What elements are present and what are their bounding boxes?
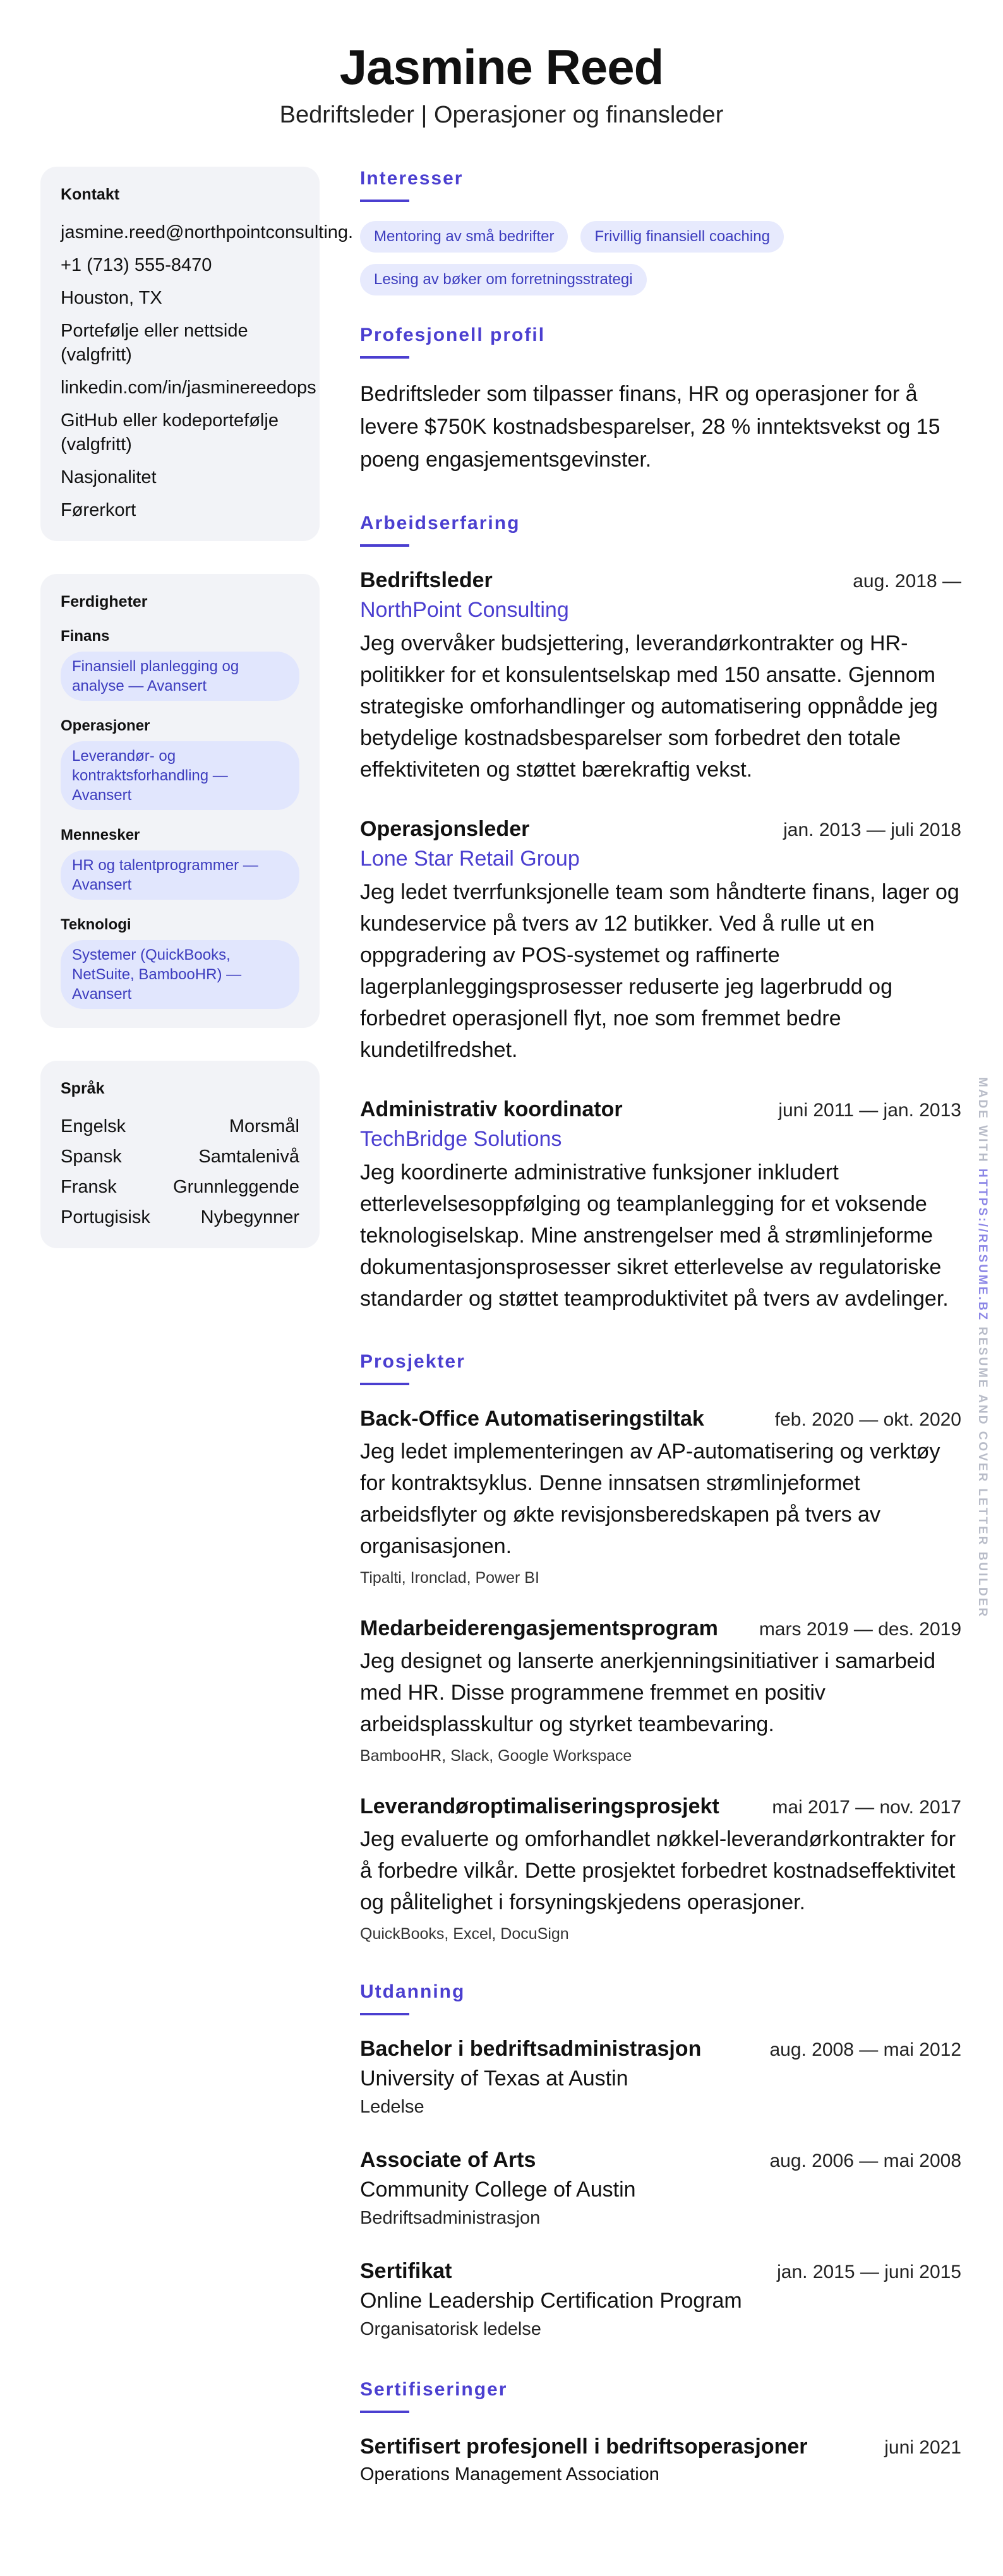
- watermark-prefix: MADE WITH: [976, 1077, 989, 1164]
- language-name: Spansk: [61, 1147, 122, 1167]
- project-date: mars 2019 — des. 2019: [759, 1619, 961, 1640]
- section-title: Profesjonell profil: [360, 325, 546, 345]
- project-description: Jeg ledet implementeringen av AP-automatisering og verktøy for kontraktsyklus. Denne innsatsen strømlinjeformet arbeidsflyter og økte revisjonsberedskapen på tvers av organisasjonen.: [360, 1440, 940, 1558]
- section-divider: [360, 544, 409, 547]
- skill-pill: Leverandør- og kontraktsforhandling — Avansert: [61, 741, 299, 810]
- contact-phone: +1 (713) 555-8470: [61, 255, 212, 275]
- language-name: Portugisisk: [61, 1207, 150, 1227]
- project-entry: [360, 1792, 961, 1945]
- job-description: Jeg ledet tverrfunksjonelle team som håndterte finans, lager og kundeservice på tvers av 12 butikker. Ved å rulle ut en oppgradering av POS-systemet og raffinerte lagerplanleggingsprosesser reduserte jeg lagerbrudd og forbedret operasjonell flyt, noe som fremmet bedre kundetilfredshet.: [360, 880, 959, 1062]
- skill-pill: Finansiell planlegging og analyse — Avansert: [61, 652, 299, 701]
- interest-tag: Mentoring av små bedrifter: [360, 221, 568, 253]
- job-description: Jeg koordinerte administrative funksjoner inkludert etterlevelsesoppfølging og teamplanlegging for et voksende teknologiselskap. Mine anstrengelser med å strømlinjeforme dokumentasjonsprosesser sikret etterlevelse av regulatoriske standarder og støttet teamproduktivitet på tvers av avdelinger.: [360, 1160, 949, 1311]
- education-entry: [360, 2145, 961, 2231]
- languages-card: [40, 1061, 320, 1248]
- job-title: Administrativ koordinator: [360, 1097, 623, 1121]
- job-title: Operasjonsleder: [360, 817, 530, 841]
- job-description: Jeg overvåker budsjettering, leverandørkontrakter og HR-politikker for et konsulentselskap med 150 ansatte. Gjennom strategiske omforhandlinger og automatisering oppnådde jeg betydelige kostnadsbesparelser som forbedret den totale effektiviteten og støttet bærekraftig vekst.: [360, 631, 938, 782]
- contact-title: Kontakt: [61, 186, 120, 203]
- job-date: juni 2011 — jan. 2013: [778, 1100, 961, 1121]
- contact-linkedin[interactable]: linkedin.com/in/jasminereedops: [61, 378, 316, 398]
- school-name: University of Texas at Austin: [360, 2066, 628, 2090]
- job-date: aug. 2018 —: [853, 571, 961, 592]
- section-title: Sertifiseringer: [360, 2379, 508, 2400]
- school-name: Community College of Austin: [360, 2178, 636, 2202]
- company-name: TechBridge Solutions: [360, 1127, 562, 1151]
- project-name: Leverandøroptimaliseringsprosjekt: [360, 1794, 719, 1818]
- resume-header: [0, 37, 1003, 131]
- project-description: Jeg evaluerte og omforhandlet nøkkel-leverandørkontrakter for å forbedre vilkår. Dette prosjektet forbedret kostnadseffektivitet og pålitelighet i forsyningskjedens operasjoner.: [360, 1827, 956, 1914]
- interests-section: [360, 167, 961, 295]
- education-entry: [360, 2034, 961, 2120]
- education-date: aug. 2008 — mai 2012: [769, 2039, 961, 2060]
- contact-location: Houston, TX: [61, 288, 162, 308]
- certification-name: Sertifisert profesjonell i bedriftsoperasjoner: [360, 2435, 808, 2459]
- language-level: Nybegynner: [200, 1207, 299, 1227]
- candidate-subtitle: Bedriftsleder | Operasjoner og finansleder: [279, 102, 724, 128]
- project-name: Back-Office Automatiseringstiltak: [360, 1407, 704, 1431]
- contact-license: Førerkort: [61, 500, 136, 520]
- experience-entry: [360, 566, 961, 785]
- main-column: [360, 167, 961, 2488]
- project-tech: QuickBooks, Excel, DocuSign: [360, 1925, 569, 1943]
- project-entry: [360, 1614, 961, 1767]
- school-name: Online Leadership Certification Program: [360, 2289, 742, 2313]
- experience-entry: [360, 1095, 961, 1315]
- project-date: mai 2017 — nov. 2017: [772, 1797, 961, 1818]
- education-date: aug. 2006 — mai 2008: [769, 2150, 961, 2171]
- job-title: Bedriftsleder: [360, 568, 493, 592]
- section-title: Arbeidserfaring: [360, 513, 520, 534]
- interest-tags: [360, 221, 961, 295]
- project-name: Medarbeiderengasjementsprogram: [360, 1616, 718, 1640]
- watermark-suffix: RESUME AND COVER LETTER BUILDER: [976, 1327, 989, 1619]
- section-title: Interesser: [360, 168, 464, 189]
- skill-group: [61, 826, 299, 912]
- section-title: Prosjekter: [360, 1351, 465, 1372]
- skill-pill: Systemer (QuickBooks, NetSuite, BambooHR) — Avansert: [61, 940, 299, 1009]
- project-date: feb. 2020 — okt. 2020: [774, 1409, 961, 1430]
- degree-name: Bachelor i bedriftsadministrasjon: [360, 2037, 702, 2061]
- certification-entry: [360, 2432, 961, 2488]
- section-divider: [360, 200, 409, 202]
- skill-group: [61, 717, 299, 823]
- certification-date: juni 2021: [884, 2437, 961, 2458]
- study-field: Bedriftsadministrasjon: [360, 2208, 541, 2228]
- skill-group-title: Operasjoner: [61, 717, 150, 734]
- project-tech: BambooHR, Slack, Google Workspace: [360, 1747, 632, 1765]
- language-name: Fransk: [61, 1177, 117, 1197]
- education-section: [360, 1980, 961, 2342]
- skill-group-title: Teknologi: [61, 916, 131, 933]
- certifications-section: [360, 2378, 961, 2488]
- contact-nationality: Nasjonalitet: [61, 467, 157, 487]
- skill-group-title: Finans: [61, 628, 110, 645]
- language-level: Samtalenivå: [198, 1147, 299, 1167]
- profile-text: Bedriftsleder som tilpasser finans, HR og operasjoner for å levere $750K kostnadsbesparelser, 28 % inntektsvekst og 15 poeng engasjementsgevinster.: [360, 382, 940, 472]
- skill-group: [61, 628, 299, 713]
- language-level: Grunnleggende: [173, 1177, 299, 1197]
- interest-tag: Frivillig finansiell coaching: [580, 221, 783, 253]
- contact-portfolio: Portefølje eller nettside (valgfritt): [61, 321, 248, 365]
- contact-card: [40, 167, 354, 541]
- language-row: [61, 1175, 299, 1199]
- section-title: Utdanning: [360, 1981, 465, 2002]
- languages-title: Språk: [61, 1080, 105, 1097]
- language-level: Morsmål: [229, 1116, 299, 1136]
- section-divider: [360, 2013, 409, 2015]
- language-row: [61, 1205, 299, 1229]
- skill-group: [61, 916, 299, 1009]
- education-date: jan. 2015 — juni 2015: [777, 2262, 961, 2282]
- skill-pill: HR og talentprogrammer — Avansert: [61, 850, 299, 900]
- watermark-link[interactable]: HTTPS://RESUME.BZ: [976, 1169, 989, 1322]
- project-entry: [360, 1404, 961, 1589]
- made-with-watermark: [975, 1077, 989, 1618]
- interest-tag: Lesing av bøker om forretningsstrategi: [360, 264, 647, 295]
- company-name: Lone Star Retail Group: [360, 847, 580, 871]
- contact-github: GitHub eller kodeportefølje (valgfritt): [61, 410, 279, 455]
- education-entry: [360, 2257, 961, 2342]
- project-tech: Tipalti, Ironclad, Power BI: [360, 1569, 539, 1587]
- section-divider: [360, 356, 409, 359]
- profile-section: [360, 323, 961, 476]
- contact-email[interactable]: jasmine.reed@northpointconsulting.: [61, 222, 354, 242]
- sidebar: [40, 167, 354, 1281]
- job-date: jan. 2013 — juli 2018: [783, 820, 961, 840]
- language-row: [61, 1114, 299, 1138]
- experience-section: [360, 511, 961, 1315]
- degree-name: Associate of Arts: [360, 2148, 536, 2172]
- project-description: Jeg designet og lanserte anerkjenningsinitiativer i samarbeid med HR. Disse programmene fremmet en positiv arbeidsplasskultur og styrket teambevaring.: [360, 1649, 935, 1736]
- certification-issuer: Operations Management Association: [360, 2464, 659, 2484]
- projects-section: [360, 1350, 961, 1945]
- candidate-name: Jasmine Reed: [339, 39, 664, 95]
- skill-group-title: Mennesker: [61, 826, 140, 844]
- degree-name: Sertifikat: [360, 2259, 452, 2283]
- section-divider: [360, 1383, 409, 1385]
- study-field: Organisatorisk ledelse: [360, 2319, 541, 2339]
- language-row: [61, 1145, 299, 1169]
- skills-card: [40, 574, 320, 1028]
- study-field: Ledelse: [360, 2097, 424, 2117]
- skills-title: Ferdigheter: [61, 593, 148, 611]
- experience-entry: [360, 814, 961, 1066]
- section-divider: [360, 2411, 409, 2413]
- company-name: NorthPoint Consulting: [360, 598, 569, 622]
- language-name: Engelsk: [61, 1116, 126, 1136]
